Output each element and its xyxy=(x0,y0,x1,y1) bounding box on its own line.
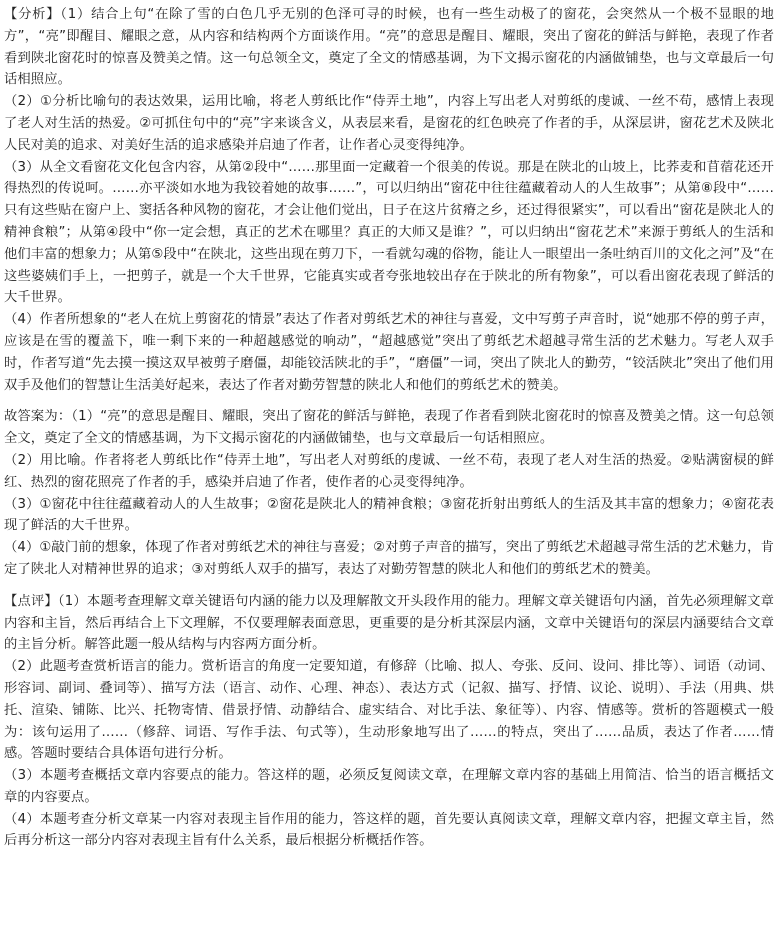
answer-paragraph-3: （3）①窗花中往往蕴藏着动人的人生故事；②窗花是陕北人的精神食粮；③窗花折射出剪纸人的生活及其丰富的想象力；④窗花表现了鲜活的大千世界。 xyxy=(4,496,774,534)
answer-section xyxy=(4,406,774,580)
analysis-paragraph-4: （4）作者所想象的“老人在炕上剪窗花的情景”表达了作者对剪纸艺术的神往与喜爱，文中写剪子声音时，说“她那不停的剪子声，应该是在雪的覆盖下，唯一剩下来的一种超越感觉的响动”，“超越感觉”突出了剪纸艺术超越寻常生活的艺术魅力。写老人双手时，作者写道“先去摸一摸这双早被剪子磨僵，却能铰活陕北的手”，“磨僵”一词，突出了陕北人的勤劳，“铰活陕北”突出了他们用双手及他们的智慧让生活美好起来，表达了作者对勤劳智慧的陕北人和他们的剪纸艺术的赞美。 xyxy=(4,312,774,393)
section-spacer xyxy=(4,396,774,406)
comment-paragraph-2: （2）此题考查赏析语言的能力。赏析语言的角度一定要知道，有修辞（比喻、拟人、夸张、反问、设问、排比等）、词语（动词、形容词、副词、叠词等）、描写方法（语言、动作、心理、神态）、表达方式（记叙、描写、抒情、议论、说明）、手法（用典、烘托、渲染、铺陈、比兴、托物寄情、借景抒情、动静结合、虚实结合、对比手法、象征等）、内容、情感等。赏析的答题模式一般为：该句运用了……（修辞、词语、写作手法、句式等），生动形象地写出了……的特点，突出了……品质，表达了作者……情感。答题时要结合具体语句进行分析。 xyxy=(4,659,774,762)
analysis-paragraph-3: （3）从全文看窗花文化包含内容，从第②段中“……那里面一定藏着一个很美的传说。那是在陕北的山坡上，比荞麦和苜蓿花还开得热烈的传说呵。……亦平淡如水地为我铰着她的故事……”，可以归纳出“窗花中往往蕴藏着动人的人生故事”；从第⑧段中“……只有这些贴在窗户上、窦括各种风物的窗花，才会让他们觉出，日子在这片贫瘠之乡，还过得很紧实”，可以看出“窗花是陕北人的精神食粮”；从第④段中“你一定会想，真正的艺术在哪里？真正的大师又是谁？”，可以归纳出“窗花艺术”来源于剪纸人的生活和他们丰富的想象力；从第⑤段中“在陕北，这些出现在剪刀下，一看就勾魂的俗物，能让人一眼望出一条吐纳百川的文化之河”及“在这些婆姨们手上，一把剪子，就是一个大千世界，它能真实或者夸张地较出存在于陕北的所有物象”，可以看出窗花表现了鲜活的大千世界。 xyxy=(4,159,774,306)
analysis-paragraph-2: （2）①分析比喻句的表达效果，运用比喻，将老人剪纸比作“侍弄土地”，内容上写出老人对剪纸的虔诚、一丝不苟，感情上表现了老人对生活的热爱。②可抓住句中的“亮”字来谈含义，从表层来看，是窗花的红色映亮了作者的手，从深层讲，窗花艺术及陕北人民对美的追求、对美好生活的追求感染并启迪了作者，让作者心灵变得纯净。 xyxy=(4,94,774,153)
answer-paragraph-4: （4）①敲门前的想象，体现了作者对剪纸艺术的神往与喜爱；②对剪子声音的描写，突出了剪纸艺术超越寻常生活的艺术魅力，肯定了陕北人对精神世界的追求；③对剪纸人双手的描写，表达了对勤劳智慧的陕北人和他们的剪纸艺术的赞美。 xyxy=(4,540,774,577)
answer-paragraph-1: 故答案为：（1）“亮”的意思是醒目、耀眼，突出了窗花的鲜活与鲜艳，表现了作者看到陕北窗花时的惊喜及赞美之情。这一句总领全文，奠定了全文的情感基调，为下文揭示窗花的内涵做铺垫，也与文章最后一句话相照应。 xyxy=(4,409,774,447)
analysis-section xyxy=(4,4,774,396)
comment-paragraph-4: （4）本题考查分析文章某一内容对表现主旨作用的能力，答这样的题，首先要认真阅读文章，理解文章内容，把握文章主旨，然后再分析这一部分内容对表现主旨有什么关系，最后根据分析概括作答。 xyxy=(4,811,774,849)
analysis-paragraph-1: 【分析】（1）结合上句“在除了雪的白色几乎无别的色泽可寻的时候，也有一些生动极了的窗花，会突然从一个极不显眼的地方”，“亮”即醒目、耀眼之意，从内容和结构两个方面谈作用。“亮”的意思是醒目、耀眼，突出了窗花的鲜活与鲜艳，表现了作者看到陕北窗花时的惊喜及赞美之情。这一句总领全文，奠定了全文的情感基调，为下文揭示窗花的内涵做铺垫，也与文章最后一句话相照应。 xyxy=(4,7,774,88)
comment-section xyxy=(4,591,774,853)
comment-paragraph-1: 【点评】（1）本题考查理解文章关键语句内涵的能力以及理解散文开头段作用的能力。理解文章关键语句内涵，首先必须理解文章内容和主旨，然后再结合上下文理解，不仅要理解表面意思，更重要的是分析其深层内涵，文章中关键语句的深层内涵要结合文章的主旨分析。解答此题一般从结构与内容两方面分析。 xyxy=(4,593,774,653)
answer-paragraph-2: （2）用比喻。作者将老人剪纸比作“侍弄土地”，写出老人对剪纸的虔诚、一丝不苟，表现了老人对生活的热爱。②贴满窗棂的鲜红、热烈的窗花照亮了作者的手，感染并启迪了作者，使作者的心灵变得纯净。 xyxy=(4,452,774,490)
comment-paragraph-3: （3）本题考查概括文章内容要点的能力。答这样的题，必须反复阅读文章，在理解文章内容的基础上用简洁、恰当的语言概括文章的内容要点。 xyxy=(4,768,774,805)
section-spacer xyxy=(4,581,774,591)
